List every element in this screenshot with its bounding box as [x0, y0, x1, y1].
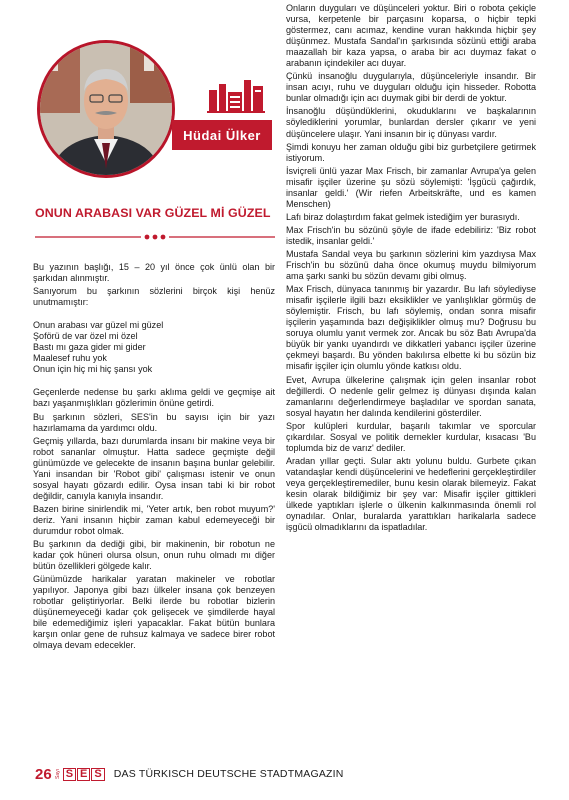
- paragraph: Çünkü insanoğlu duygularıyla, düşünceleriyle insandır. Bir insan acıyı, ruhu ve duyguları olduğu için hisseder. Robotta bunlar olmadığı için acı duymak gibi bir derdi de yoktur.: [286, 71, 536, 104]
- lyric-line: Bastı mı gaza gider mi gider: [33, 342, 146, 353]
- title-ornament: [35, 233, 275, 241]
- lyric-line: Maalesef ruhu yok: [33, 353, 107, 364]
- page-number: 26: [35, 765, 52, 783]
- paragraph: Max Frisch, dünyaca tanınmış bir yazardır. Bu lafı söylediyse misafir işçilerle ilgili bazı eksiklikler ve yanlışlıklar görmüş de söylemiştir. Frisch, bu lafı söylemiş, ondan sonra misafir işçilerin yaşamında bazı değişiklikler olmuş mu? Doğrusu bu soruya olumlu yanıt vermek zor. Ancak bu söz Batı Avrupa'da büyük bir yankı uyandırdı ve dikkatleri yabancı işçiler üzerine çekmeyi başardı. Bu yönden bakılırsa elbette ki bu sözün biz misafir işçiler için olumlu yönde katkısı oldu.: [286, 284, 536, 372]
- page-footer: [35, 766, 545, 782]
- author-name-bar: [172, 120, 272, 150]
- issue-label: Sayı: [54, 768, 61, 779]
- song-lyrics: [33, 320, 275, 375]
- paragraph: Aradan yıllar geçti. Sular aktı yolunu buldu. Gurbete çıkan vatandaşlar kendi düşüncelerini ve hedeflerini gerçekleştirdiler veya gerçekleştiremediler, bunu kesin olarak bilemeyiz. Fakat kesin olarak bildiğimiz bir şey var: Misafir işçiler gittikleri ülkede yaptıkları işlerle o ülkenin kalkınmasında önemli rol oynadılar. Onlar, buralarda yarattıkları harikalarla sadece işgücü olmadıklarını da ispatladılar.: [286, 455, 536, 533]
- ses-logo-letter: E: [77, 768, 90, 781]
- author-name: Hüdai Ülker: [183, 127, 261, 143]
- ses-logo-letter: S: [63, 768, 76, 781]
- paragraph: Spor kulüpleri kurdular, başarılı takımlar ve sporcular çıkardılar. Sosyal ve politik dernekler kurdular, kısacası 'Bu toplumda biz de varız' dediler.: [286, 420, 536, 453]
- books-icon: [205, 72, 267, 116]
- paragraph: İsviçreli ünlü yazar Max Frisch, bir zamanlar Avrupa'ya gelen misafir işçiler üzerine şu sözü söylemişti: 'İşgücü çağırdık, insanlar geldi.' (Wir riefen Arbeitskräfte, und es kamen Menschen): [286, 165, 536, 209]
- right-column: [286, 3, 536, 535]
- paragraph: Geçenlerde nedense bu şarkı aklıma geldi ve geçmişe ait bazı yaşanmışlıkları gözlerimin önüne getirdi.: [33, 387, 275, 409]
- paragraph: Bu yazının başlığı, 15 – 20 yıl önce çok ünlü olan bir şarkıdan alınmıştır.: [33, 262, 275, 284]
- paragraph: Bu şarkının sözleri, SES'in bu sayısı için bir yazı hazırlamama da yardımcı oldu.: [33, 411, 275, 433]
- paragraph: Onların duyguları ve düşünceleri yoktur. Biri o robota çekiçle vursa, kerpetenle bir parçasını koparsa, o hiçbir tepki göstermez, canı acımaz, kendine vuran hakkında hiçbir şey düşünmez. Mustafa Sandal'ın şarkısında sözünü ettiği araba maazallah bir kaza yapsa, o araba bir acı duymaz fakat o arabanın içindekiler acı duyar.: [286, 3, 536, 69]
- paragraph: Mustafa Sandal veya bu şarkının sözlerini kim yazdıysa Max Frisch'in bu sözünü daha önce okumuş muydu bilmiyorum ama şarkı sanki bu sözün devamı gibi olmuş.: [286, 248, 536, 282]
- paragraph: İnsanoğlu düşündüklerini, okuduklarını ve başkalarının söylediklerini yorumlar, bunlardan dersler çıkarır ve yeni düşüncelere ulaşır. Yani insanın bir iç dünyası vardır.: [286, 106, 536, 139]
- author-photo: [37, 40, 175, 178]
- article-title: ONUN ARABASI VAR GÜZEL Mİ GÜZEL: [35, 206, 271, 220]
- paragraph: Günümüzde harikalar yaratan makineler ve robotlar yapılıyor. Japonya gibi bazı ülkeler insana çok benzeyen robotlar geliştiriyorlar. Belki ilerde bu robotlar bizlerin düşünemeyeceği kadar çok gelişecek ve şimdilerde hayal bile edemediğimiz işleri yapacaklar. Fakat bütün bunlara karşın onlar gene de ruhsuz kalmaya ve sadece birer robot olmaya devam edecekler.: [33, 574, 275, 651]
- paragraph: Lafı biraz dolaştırdım fakat gelmek istediğim yer burasıydı.: [286, 211, 520, 222]
- paragraph: Evet, Avrupa ülkelerine çalışmak için gelen insanlar robot değillerdi. O nedenle gelir gelmez iş dünyası dışında kalan zamanlarını değerlendirmeye başladılar ve spordan sanata, sosyal hayatın her dalında kendilerini gösterdiler.: [286, 374, 536, 418]
- left-column: [33, 262, 275, 654]
- lyric-line: Onun arabası var güzel mi güzel: [33, 320, 164, 331]
- author-photo-image: [40, 43, 172, 175]
- magazine-name: DAS TÜRKISCH DEUTSCHE STADTMAGAZIN: [113, 768, 344, 780]
- ses-logo: [63, 768, 106, 781]
- paragraph: Bu şarkının da dediği gibi, bir makinenin, bir robotun ne kadar çok hüneri olursa olsun, onun ruhu olmadı mı diğer bütün özellikleri gölgede kalır.: [33, 539, 275, 572]
- ses-logo-letter: S: [91, 768, 104, 781]
- paragraph: Bazen birine sinirlendik mi, 'Yeter artık, ben robot muyum?' deriz. Yani insanın hiçbir zaman kabul edemeyeceği bir durumdur robot olmak.: [33, 503, 275, 536]
- lyric-line: Şoförü de var özel mi özel: [33, 331, 138, 342]
- paragraph: Geçmiş yıllarda, bazı durumlarda insanı bir makine veya bir robot sananlar olmuştur. Hatta sadece geçmişte değil günümüzde ve gelecekte de insanın başına bunlar gelebilir. Yani insandan bir 'Robot gibi' çalışması istenir ve onun sosyal hayatı gözardı edilir. Oysa insan tabi ki bir robot değildir, canıyla kanıyla insandır.: [33, 435, 275, 501]
- paragraph: Sanıyorum bu şarkının sözlerini birçok kişi henüz unutmamıştır:: [33, 286, 275, 308]
- lyric-line: Onun için hiç mi hiç şansı yok: [33, 364, 153, 375]
- paragraph: Şimdi konuyu her zaman olduğu gibi biz gurbetçilere getirmek istiyorum.: [286, 141, 536, 163]
- paragraph: Max Frisch'in bu sözünü şöyle de ifade edebiliriz: 'Biz robot istedik, insanlar geldi.': [286, 224, 536, 246]
